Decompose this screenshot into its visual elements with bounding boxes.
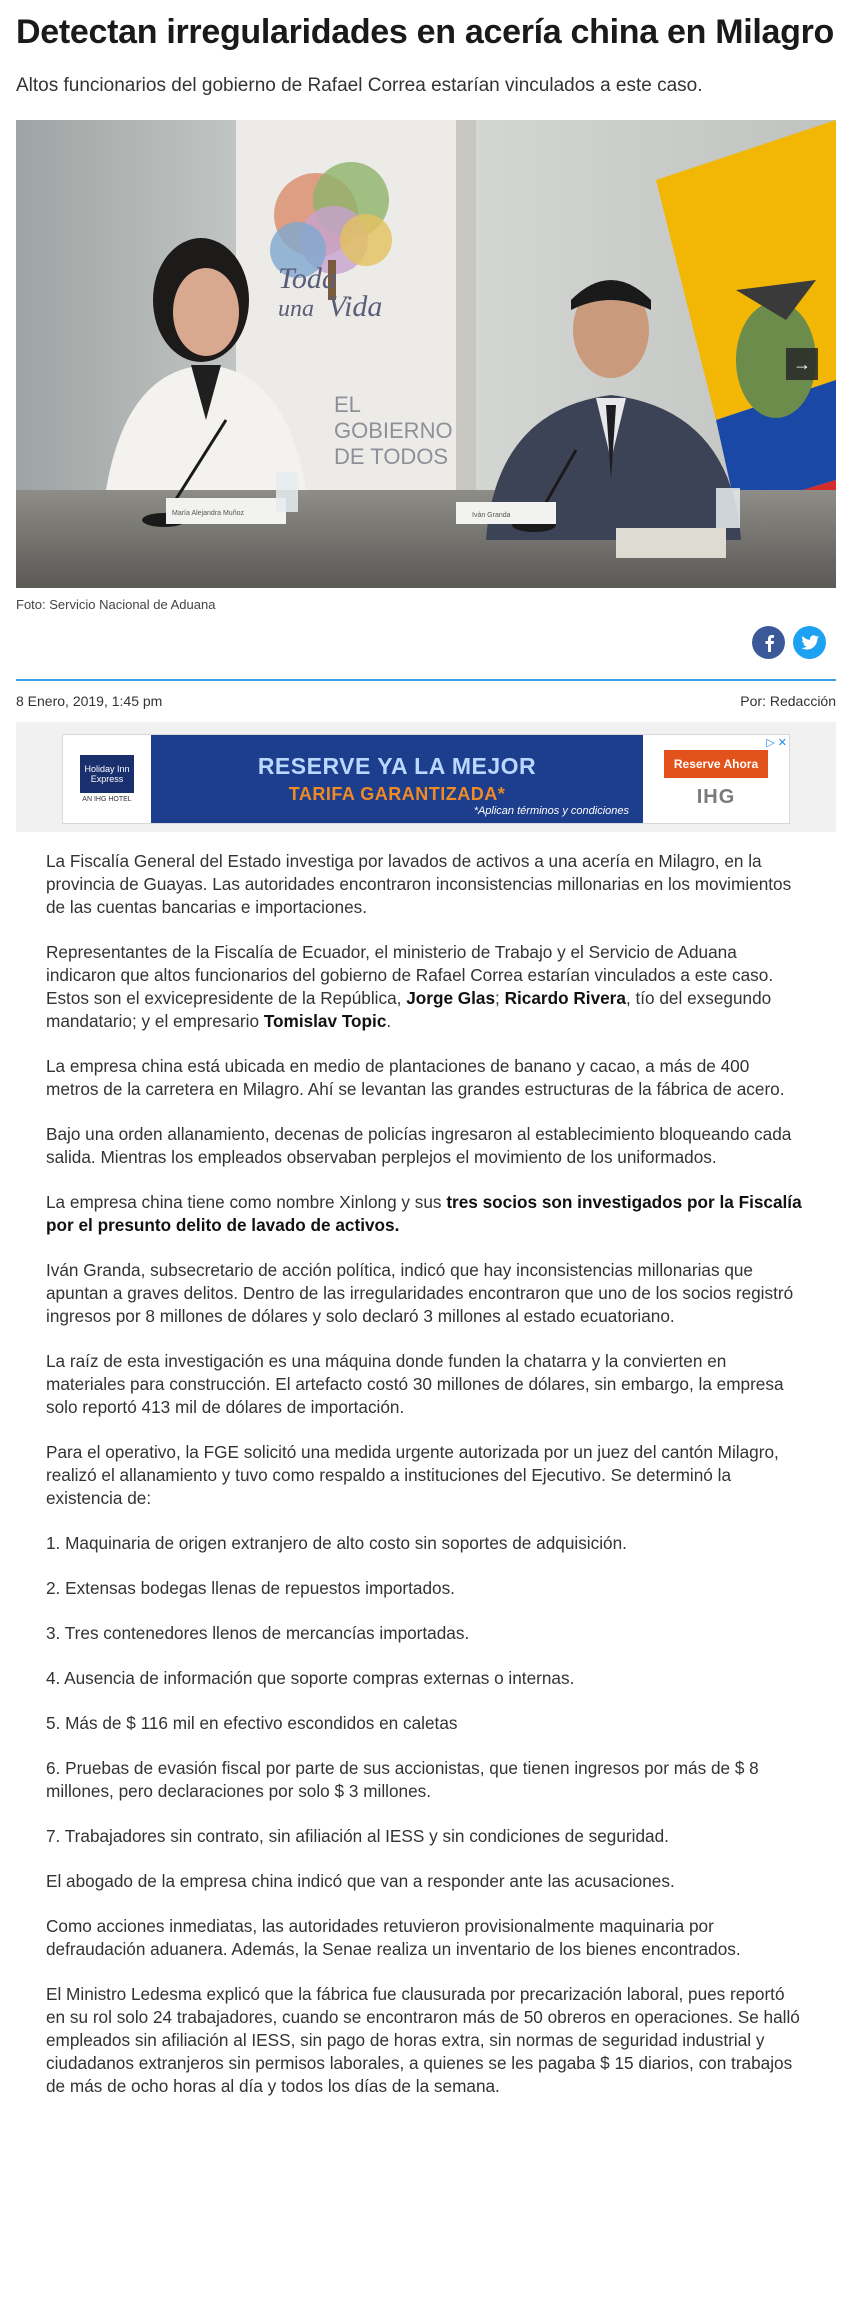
person-name: Ricardo Rivera <box>504 988 626 1008</box>
reserve-now-button[interactable]: Reserve Ahora <box>664 750 768 778</box>
wall-text-3: DE TODOS <box>334 444 449 469</box>
banner-text-3: Vida <box>328 290 383 323</box>
list-item: 6. Pruebas de evasión fiscal por parte de sus accionistas, que tienen ingresos por más de $ 8 millones, pero declaraciones por solo $ 3 millones. <box>46 1758 759 1801</box>
divider <box>16 679 836 681</box>
article-body <box>46 850 806 2120</box>
ad-message <box>151 735 643 823</box>
ad-actions <box>643 735 789 823</box>
list-item: 3. Tres contenedores llenos de mercancías importadas. <box>46 1623 470 1643</box>
logo-line-1: Holiday Inn <box>84 764 130 774</box>
paragraph: El abogado de la empresa china indicó que van a responder ante las acusaciones. <box>46 1871 675 1891</box>
article-photo <box>16 120 836 588</box>
list-item: 1. Maquinaria de origen extranjero de alto costo sin soportes de adquisición. <box>46 1533 627 1553</box>
highlight-text: tres socios son investigados por la Fiscalía por el presunto delito de lavado de activos. <box>46 1192 802 1235</box>
ad-container <box>16 722 836 832</box>
paragraph: El Ministro Ledesma explicó que la fábrica fue clausurada por precarización laboral, pues reportó en su rol solo 24 trabajadores, cuando se encontraron más de 50 obreros en operaciones. Se halló empleados sin afiliación al IESS, sin pago de horas extra, sin normas de seguridad industrial y ciudadanos extranjeros sin permisos laborales, a quienes se les pagaba $ 15 diarios, con trabajos de más de ocho horas al día y todos los días de la semana. <box>46 1984 800 2096</box>
logo-line-2: Express <box>90 774 124 784</box>
person-name: Jorge Glas <box>406 988 496 1008</box>
facebook-icon <box>761 634 777 652</box>
list-item: 4. Ausencia de información que soporte compras externas o internas. <box>46 1668 575 1688</box>
person-name: Tomislav Topic <box>263 1011 387 1031</box>
banner-text-2: una <box>278 296 314 322</box>
paragraph: La empresa china está ubicada en medio de plantaciones de banano y cacao, a más de 400 metros de la carretera en Milagro. Ahí se levantan las grandes estructuras de la fábrica de acero. <box>46 1056 785 1099</box>
ad-headline: RESERVE YA LA MEJOR <box>257 753 537 779</box>
next-slide-button[interactable] <box>786 348 818 380</box>
paragraph: Representantes de la Fiscalía de Ecuador, el ministerio de Trabajo y el Servicio de Aduana indicaron que altos funcionarios del gobierno de Rafael Correa estarían vinculados a este caso. Estos son el exvicepresidente de la República, Jorge Glas; Ricardo Rivera, tío del exsegundo mandatario; y el empresario Tomislav Topic. <box>46 942 774 1031</box>
arrow-right-icon: → <box>793 354 811 374</box>
paragraph: Como acciones inmediatas, las autoridades retuvieron provisionalmente maquinaria por defraudación aduanera. Además, la Senae realiza un inventario de los bienes encontrados. <box>46 1916 741 1959</box>
article-title: Detectan irregularidades en acería china en Milagro <box>16 13 834 51</box>
wall-text-1: EL <box>334 392 361 417</box>
photo-caption: Foto: Servicio Nacional de Aduana <box>16 597 216 612</box>
hotel-logo <box>63 735 151 823</box>
share-buttons <box>752 626 826 659</box>
facebook-share-button[interactable] <box>752 626 785 659</box>
ad-disclaimer: *Aplican términos y condiciones <box>473 805 629 817</box>
paragraph: La Fiscalía General del Estado investiga por lavados de activos a una acería en Milagro, en la provincia de Guayas. Las autoridades encontraron inconsistencias millonarias en los movimientos de las cuentas bancarias e importaciones. <box>46 851 792 917</box>
paragraph: La raíz de esta investigación es una máquina donde funden la chatarra y la convierten en materiales para construcción. El artefacto costó 30 millones de dólares, sin embargo, la empresa solo reportó 413 mil de dólares de importación. <box>46 1351 784 1417</box>
nameplate-right: Iván Granda <box>472 512 511 519</box>
author-byline: Por: Redacción <box>740 693 836 709</box>
wall-text-2: GOBIERNO <box>334 418 453 443</box>
nameplate-left: María Alejandra Muñoz <box>172 510 244 517</box>
logo-subtitle: AN IHG HOTEL <box>82 796 132 803</box>
list-item: 7. Trabajadores sin contrato, sin afiliación al IESS y sin condiciones de seguridad. <box>46 1826 669 1846</box>
paragraph: Bajo una orden allanamiento, decenas de policías ingresaron al establecimiento bloqueando cada salida. Mientras los empleados observaban perplejos el movimiento de los uniformados. <box>46 1124 792 1167</box>
banner-text-1: Toda <box>278 262 337 295</box>
list-item: 5. Más de $ 116 mil en efectivo escondidos en caletas <box>46 1713 458 1733</box>
paragraph: La empresa china tiene como nombre Xinlong y sus tres socios son investigados por la Fiscalía por el presunto delito de lavado de activos. <box>46 1192 802 1235</box>
advertisement-banner[interactable] <box>62 734 790 824</box>
twitter-share-button[interactable] <box>793 626 826 659</box>
publish-date: 8 Enero, 2019, 1:45 pm <box>16 693 163 709</box>
adchoices-icon[interactable]: ▷ ✕ <box>766 737 787 749</box>
paragraph: Iván Granda, subsecretario de acción política, indicó que hay inconsistencias millonarias que apuntan a graves delitos. Dentro de las irregularidades encontraron que uno de los socios registró ingresos por 8 millones de dólares y solo declaró 3 millones al estado ecuatoriano. <box>46 1260 794 1326</box>
article-subtitle: Altos funcionarios del gobierno de Rafael Correa estarían vinculados a este caso. <box>16 75 703 96</box>
ad-offer: TARIFA GARANTIZADA* <box>288 784 506 804</box>
twitter-icon <box>801 635 819 651</box>
list-item: 2. Extensas bodegas llenas de repuestos importados. <box>46 1578 455 1598</box>
ihg-logo: IHG <box>696 785 736 808</box>
paragraph: Para el operativo, la FGE solicitó una medida urgente autorizada por un juez del cantón Milagro, realizó el allanamiento y tuvo como respaldo a instituciones del Ejecutivo. Se determinó la existencia de: <box>46 1442 779 1508</box>
